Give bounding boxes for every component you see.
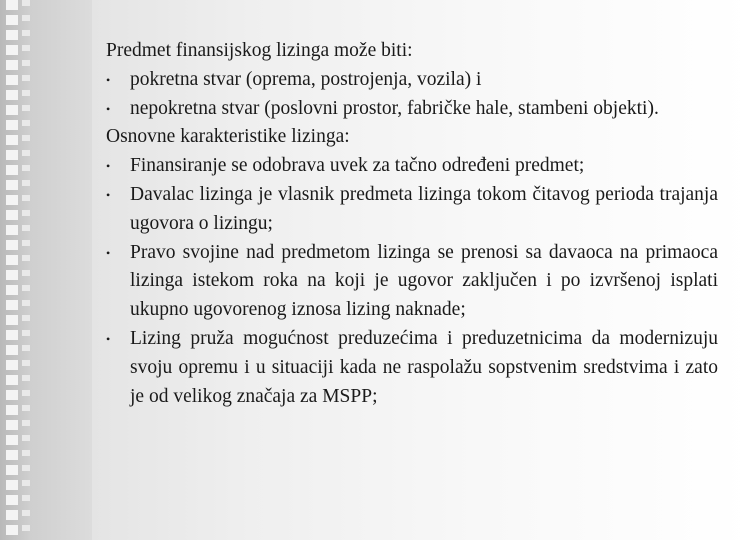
bullet-icon: •: [106, 331, 111, 346]
decorative-square-pattern-inner: [22, 0, 30, 540]
list-item: [106, 325, 718, 411]
list-item-text: Lizing pruža mogućnost preduzećima i preduzetnicima da modernizuju svoju opremu i u situaciji kada ne raspolažu sopstvenim sredstvima i zato je od velikog značaja za MSPP;: [130, 327, 718, 407]
bullet-icon: •: [106, 72, 111, 87]
slide-content: [106, 37, 718, 411]
section-heading: Osnovne karakteristike lizinga:: [106, 126, 350, 148]
bullet-icon: •: [106, 101, 111, 116]
list-item-text: nepokretna stvar (poslovni prostor, fabričke hale, stambeni objekti).: [130, 97, 659, 119]
list-item: [106, 95, 718, 124]
list-item-text: Pravo svojine nad predmetom lizinga se prenosi sa davaoca na primaoca lizinga istekom roka na koji je ugovor zaključen i po izvršenoj isplati ukupno ugovorenog iznosa lizing naknade;: [130, 241, 718, 321]
list-item: [106, 239, 718, 325]
list-item: [106, 181, 718, 239]
list-item: [106, 152, 718, 181]
bullet-icon: •: [106, 159, 111, 174]
bullet-icon: •: [106, 245, 111, 260]
section-heading: Predmet finansijskog lizinga može biti:: [106, 40, 413, 61]
decorative-square-pattern: [6, 0, 18, 540]
list-item-text: Finansiranje se odobrava uvek za tačno određeni predmet;: [130, 155, 585, 177]
bullet-icon: •: [106, 187, 111, 202]
list-item-text: Davalac lizinga je vlasnik predmeta lizinga tokom čitavog perioda trajanja ugovora o lizingu;: [130, 183, 718, 234]
list-item-text: pokretna stvar (oprema, postrojenja, vozila) i: [130, 68, 482, 90]
bullet-list: [106, 152, 718, 411]
list-item: [106, 66, 718, 95]
bullet-list: [106, 66, 718, 124]
